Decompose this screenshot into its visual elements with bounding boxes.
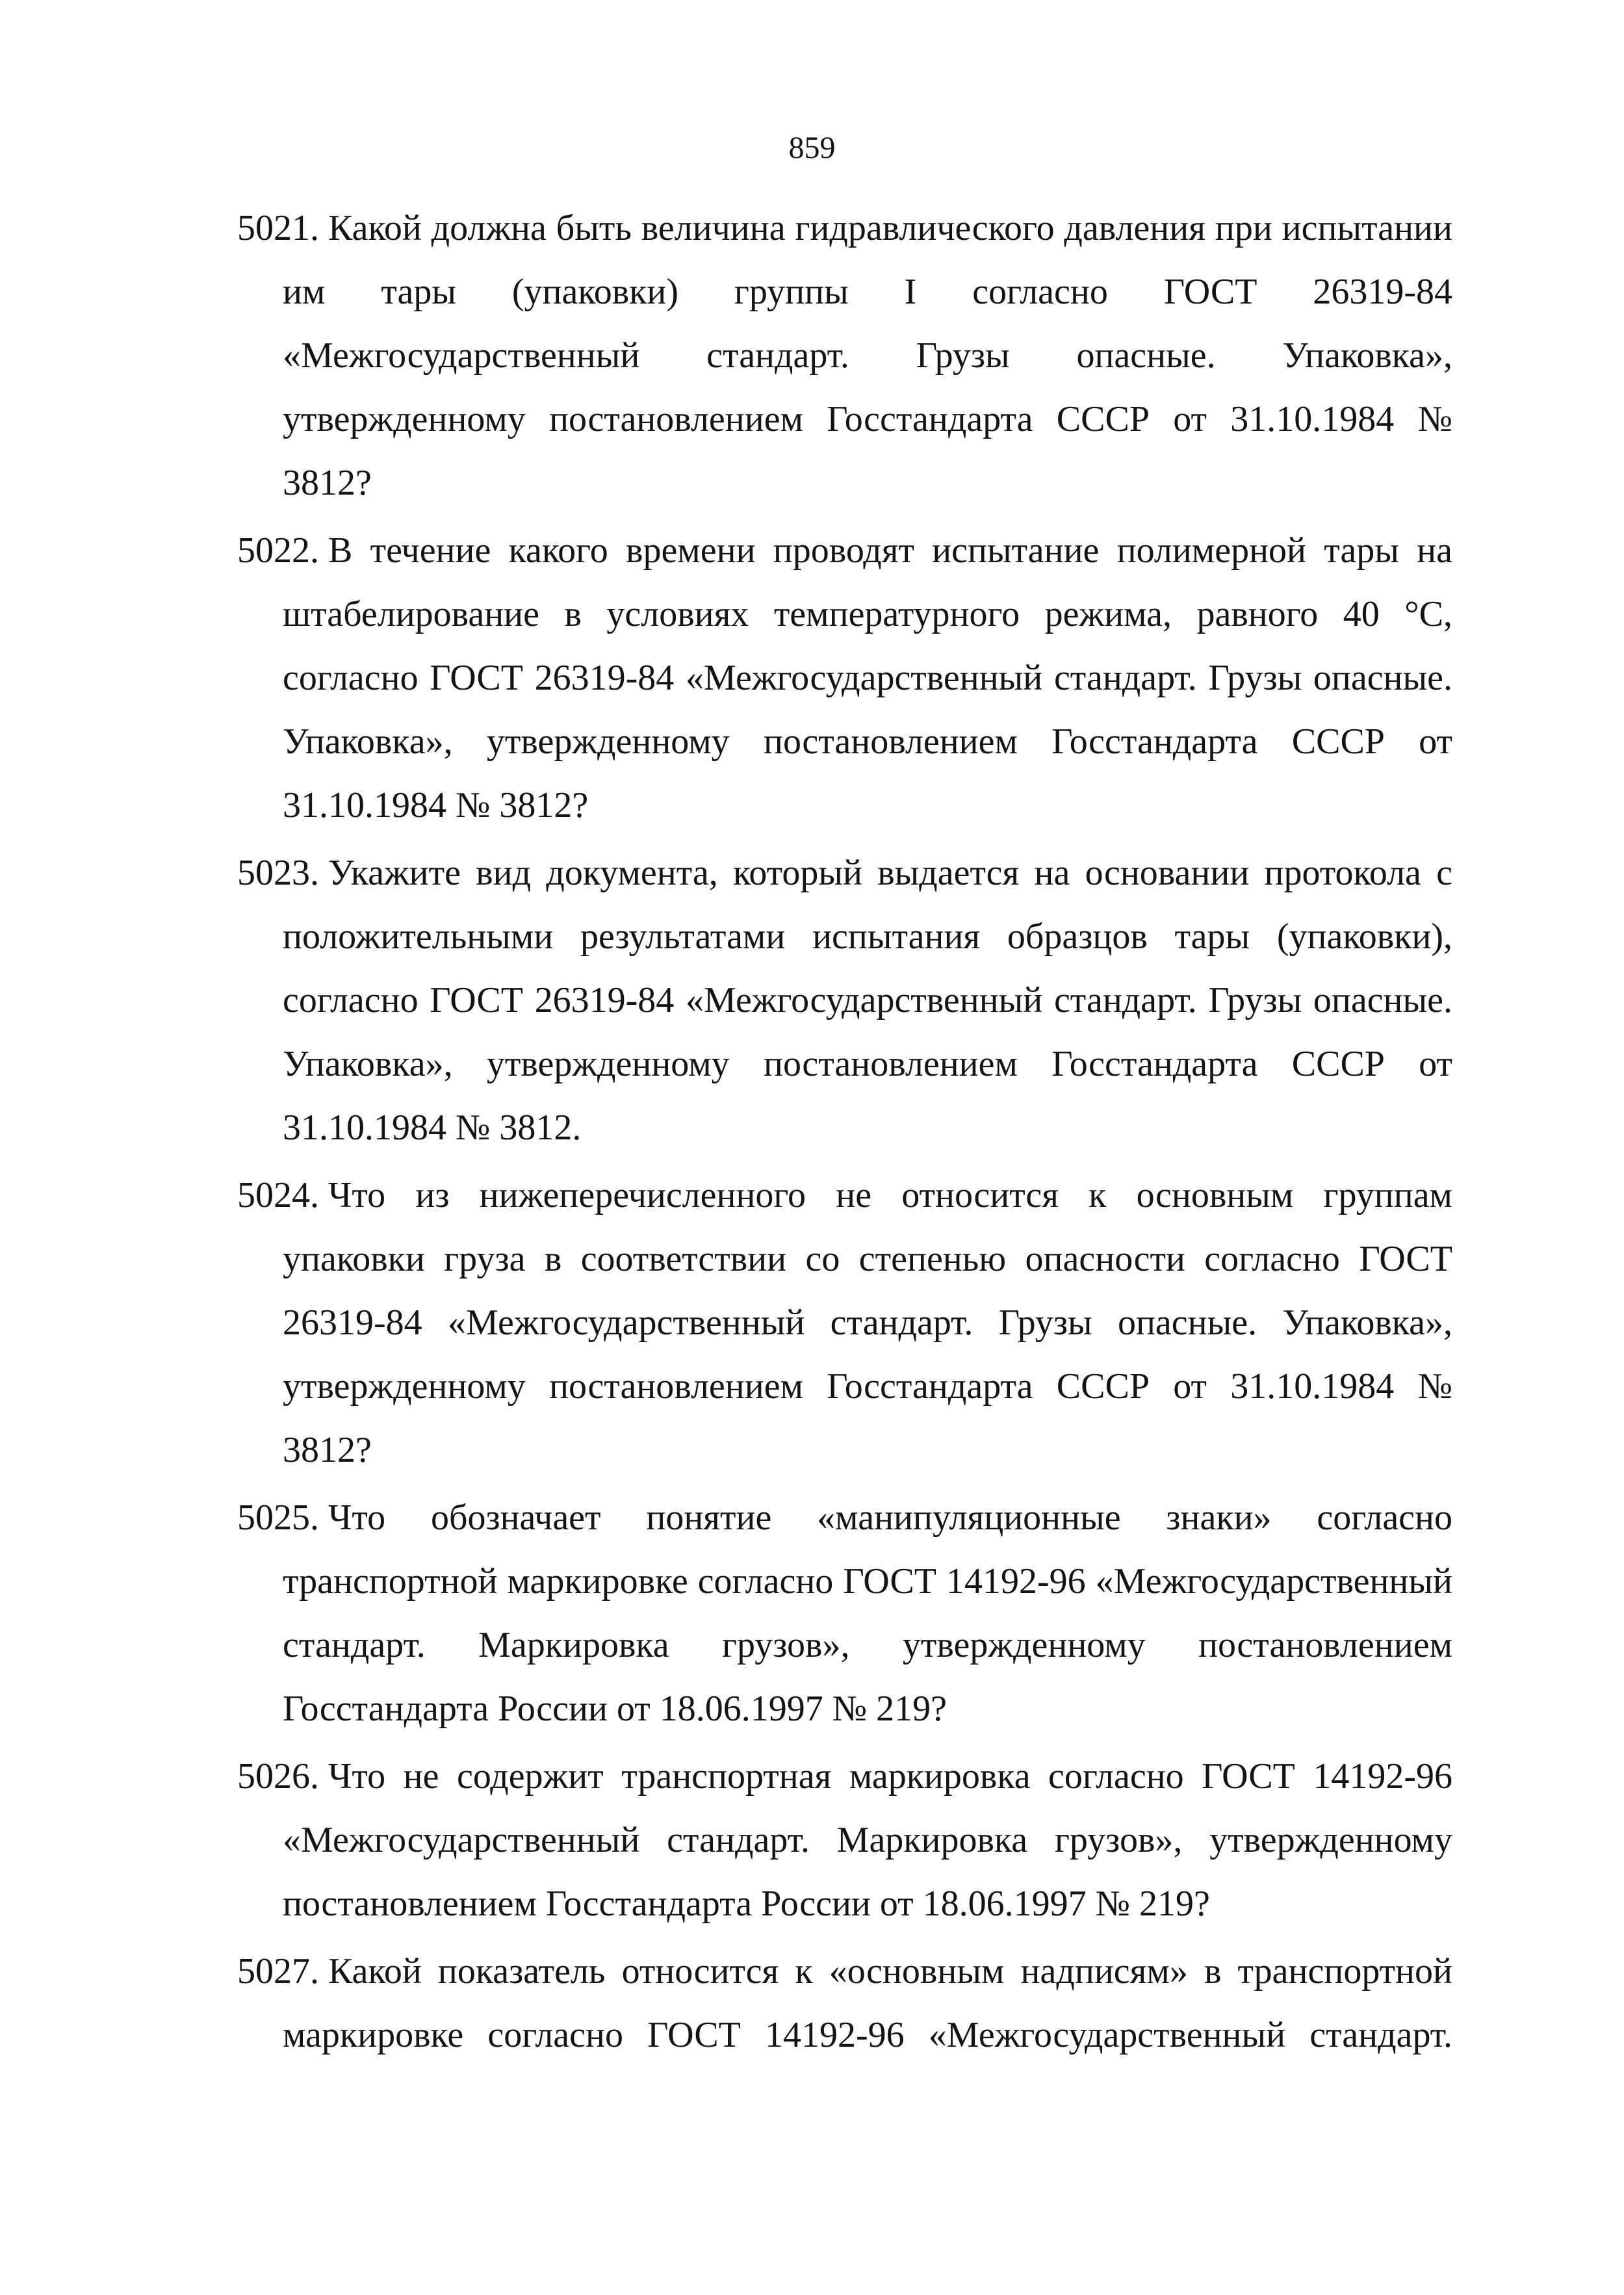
question-item bbox=[237, 1939, 1452, 2067]
question-number: 5024. bbox=[237, 1175, 319, 1215]
question-text: Что из нижеперечисленного не относится к основным группам упаковки груза в соответствии со степенью опасности согласно ГОСТ 26319-84 «Межгосударственный стандарт. Грузы опасные. Упаковка», утвержденному постановлением Госстандарта СССР от 31.10.1984 № 3812? bbox=[283, 1175, 1452, 1470]
question-item bbox=[237, 1163, 1452, 1482]
question-text: Укажите вид документа, который выдается на основании протокола с положительными результатами испытания образцов тары (упаковки), согласно ГОСТ 26319-84 «Межгосударственный стандарт. Грузы опасные. Упаковка», утвержденному постановлением Госстандарта СССР от 31.10.1984 № 3812. bbox=[283, 853, 1452, 1148]
question-list bbox=[237, 196, 1452, 2071]
question-number: 5027. bbox=[237, 1951, 319, 1991]
question-number: 5021. bbox=[237, 208, 319, 248]
question-item bbox=[237, 841, 1452, 1160]
question-item bbox=[237, 519, 1452, 837]
question-number: 5025. bbox=[237, 1498, 319, 1538]
page-number: 859 bbox=[788, 131, 836, 165]
question-text: Какой должна быть величина гидравлического давления при испытании им тары (упаковки) группы I согласно ГОСТ 26319-84 «Межгосударственный стандарт. Грузы опасные. Упаковка», утвержденному постановлением Госстандарта СССР от 31.10.1984 № 3812? bbox=[283, 208, 1452, 503]
question-number: 5022. bbox=[237, 530, 319, 571]
question-item bbox=[237, 1744, 1452, 1936]
question-text: Какой показатель относится к «основным надписям» в транспортной маркировке согласно ГОСТ 14192-96 «Межгосударственный стандарт. bbox=[283, 1951, 1452, 2055]
question-number: 5026. bbox=[237, 1756, 319, 1796]
question-text: В течение какого времени проводят испытание полимерной тары на штабелирование в условиях температурного режима, равного 40 °С, согласно ГОСТ 26319-84 «Межгосударственный стандарт. Грузы опасные. Упаковка», утвержденному постановлением Госстандарта СССР от 31.10.1984 № 3812? bbox=[283, 530, 1452, 825]
question-text: Что обозначает понятие «манипуляционные знаки» согласно транспортной маркировке согласно ГОСТ 14192-96 «Межгосударственный стандарт. Маркировка грузов», утвержденному постановлением Госстандарта России от 18.06.1997 № 219? bbox=[283, 1498, 1452, 1729]
question-item bbox=[237, 1486, 1452, 1741]
question-item bbox=[237, 196, 1452, 515]
question-number: 5023. bbox=[237, 853, 319, 893]
question-text: Что не содержит транспортная маркировка согласно ГОСТ 14192-96 «Межгосударственный стандарт. Маркировка грузов», утвержденному постановлением Госстандарта России от 18.06.1997 № 219? bbox=[283, 1756, 1452, 1924]
